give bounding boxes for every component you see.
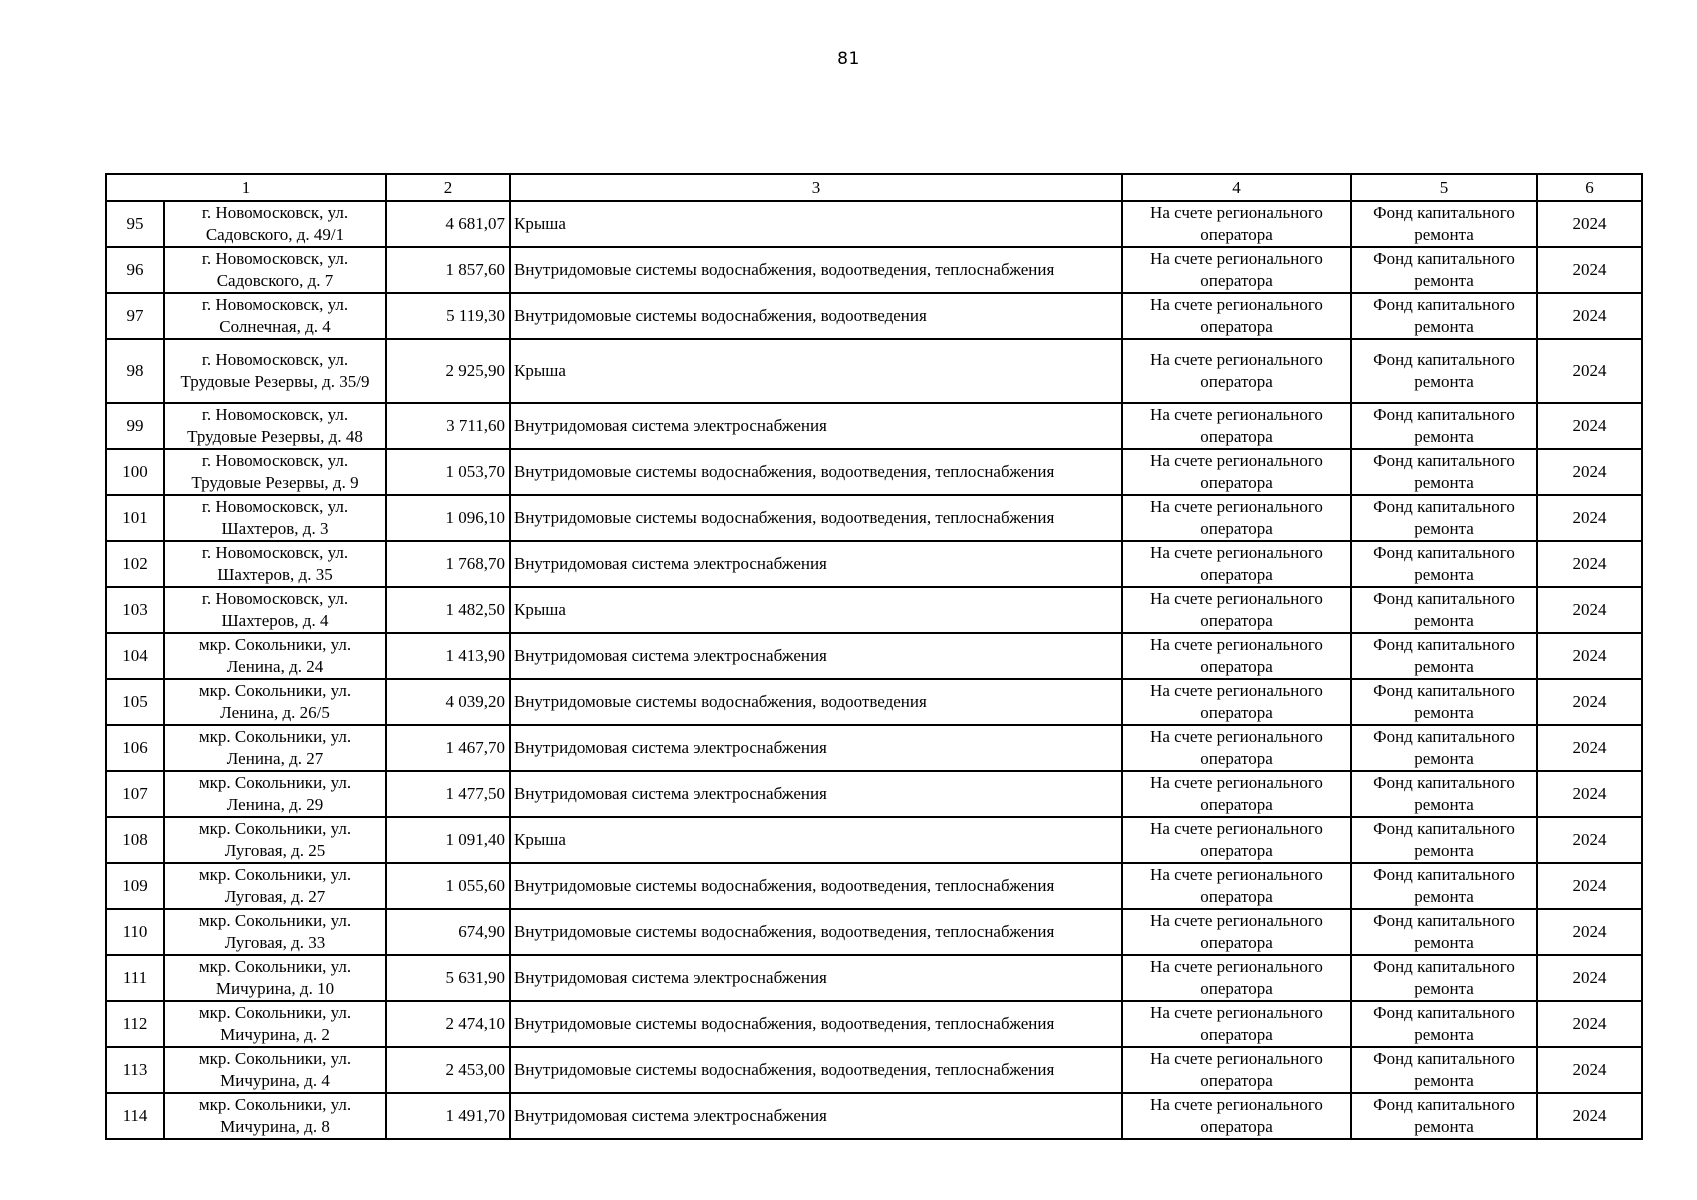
- funding-line-1: Фонд капитального: [1373, 589, 1515, 608]
- row-number: 96: [106, 247, 164, 293]
- area-cell: 2 925,90: [386, 339, 510, 403]
- address-line-2: Ленина, д. 29: [226, 795, 324, 814]
- work-type-cell: Внутридомовая система электроснабжения: [510, 771, 1122, 817]
- funding-source-cell: [1351, 495, 1537, 541]
- funding-line-2: ремонта: [1414, 1117, 1474, 1136]
- account-line-1: На счете регионального: [1150, 350, 1323, 369]
- work-type-cell: Внутридомовые системы водоснабжения, водоотведения, теплоснабжения: [510, 247, 1122, 293]
- funding-line-1: Фонд капитального: [1373, 727, 1515, 746]
- row-number: 110: [106, 909, 164, 955]
- work-type-cell: Внутридомовые системы водоснабжения, водоотведения, теплоснабжения: [510, 449, 1122, 495]
- funding-line-1: Фонд капитального: [1373, 773, 1515, 792]
- funding-source-cell: [1351, 449, 1537, 495]
- account-line-1: На счете регионального: [1150, 865, 1323, 884]
- funding-line-2: ремонта: [1414, 749, 1474, 768]
- funding-source-cell: [1351, 1093, 1537, 1139]
- account-cell: [1122, 541, 1351, 587]
- row-number: 109: [106, 863, 164, 909]
- year-cell: 2024: [1537, 587, 1642, 633]
- year-cell: 2024: [1537, 679, 1642, 725]
- account-cell: [1122, 679, 1351, 725]
- account-line-2: оператора: [1200, 933, 1273, 952]
- row-number: 97: [106, 293, 164, 339]
- account-cell: [1122, 633, 1351, 679]
- funding-line-1: Фонд капитального: [1373, 295, 1515, 314]
- funding-source-cell: [1351, 247, 1537, 293]
- account-line-1: На счете регионального: [1150, 773, 1323, 792]
- funding-source-cell: [1351, 817, 1537, 863]
- account-line-2: оператора: [1200, 372, 1273, 391]
- address-cell: [164, 247, 386, 293]
- funding-line-2: ремонта: [1414, 372, 1474, 391]
- account-line-1: На счете регионального: [1150, 819, 1323, 838]
- account-line-1: На счете регионального: [1150, 727, 1323, 746]
- account-line-1: На счете регионального: [1150, 957, 1323, 976]
- year-cell: 2024: [1537, 339, 1642, 403]
- year-cell: 2024: [1537, 1001, 1642, 1047]
- funding-line-1: Фонд капитального: [1373, 911, 1515, 930]
- funding-source-cell: [1351, 771, 1537, 817]
- table-row: [106, 771, 1642, 817]
- account-cell: [1122, 817, 1351, 863]
- year-cell: 2024: [1537, 863, 1642, 909]
- address-line-1: мкр. Сокольники, ул.: [198, 681, 352, 700]
- area-cell: 1 055,60: [386, 863, 510, 909]
- address-cell: [164, 449, 386, 495]
- funding-source-cell: [1351, 955, 1537, 1001]
- table-row: [106, 1047, 1642, 1093]
- address-cell: [164, 955, 386, 1001]
- address-line-2: Трудовые Резервы, д. 35/9: [180, 372, 370, 391]
- year-cell: 2024: [1537, 909, 1642, 955]
- address-line-2: Ленина, д. 27: [226, 749, 324, 768]
- address-line-1: г. Новомосковск, ул.: [201, 405, 349, 424]
- area-cell: 1 477,50: [386, 771, 510, 817]
- row-number: 101: [106, 495, 164, 541]
- table-row: [106, 909, 1642, 955]
- funding-source-cell: [1351, 725, 1537, 771]
- account-line-2: оператора: [1200, 1071, 1273, 1090]
- account-line-2: оператора: [1200, 565, 1273, 584]
- account-line-1: На счете регионального: [1150, 405, 1323, 424]
- address-cell: [164, 909, 386, 955]
- account-line-2: оператора: [1200, 519, 1273, 538]
- table-header-row: [106, 174, 1642, 201]
- account-line-2: оператора: [1200, 749, 1273, 768]
- area-cell: 1 053,70: [386, 449, 510, 495]
- area-cell: 1 091,40: [386, 817, 510, 863]
- area-cell: 3 711,60: [386, 403, 510, 449]
- header-col-6: 6: [1537, 174, 1642, 201]
- page-number: 81: [837, 49, 860, 69]
- account-cell: [1122, 293, 1351, 339]
- address-line-2: Шахтеров, д. 4: [221, 611, 329, 630]
- year-cell: 2024: [1537, 955, 1642, 1001]
- row-number: 112: [106, 1001, 164, 1047]
- account-line-2: оператора: [1200, 841, 1273, 860]
- account-cell: [1122, 495, 1351, 541]
- table-row: [106, 1001, 1642, 1047]
- funding-line-1: Фонд капитального: [1373, 1049, 1515, 1068]
- work-type-cell: Крыша: [510, 201, 1122, 247]
- year-cell: 2024: [1537, 633, 1642, 679]
- address-line-2: Луговая, д. 25: [224, 841, 326, 860]
- account-cell: [1122, 909, 1351, 955]
- table-row: [106, 633, 1642, 679]
- year-cell: 2024: [1537, 771, 1642, 817]
- work-type-cell: Крыша: [510, 817, 1122, 863]
- table-row: [106, 679, 1642, 725]
- row-number: 105: [106, 679, 164, 725]
- area-cell: 2 474,10: [386, 1001, 510, 1047]
- address-cell: [164, 771, 386, 817]
- account-cell: [1122, 201, 1351, 247]
- account-cell: [1122, 1047, 1351, 1093]
- address-line-2: Трудовые Резервы, д. 9: [191, 473, 359, 492]
- funding-source-cell: [1351, 679, 1537, 725]
- area-cell: 1 467,70: [386, 725, 510, 771]
- work-type-cell: Крыша: [510, 587, 1122, 633]
- account-line-2: оператора: [1200, 795, 1273, 814]
- funding-line-2: ремонта: [1414, 887, 1474, 906]
- work-type-cell: Внутридомовая система электроснабжения: [510, 1093, 1122, 1139]
- account-line-1: На счете регионального: [1150, 543, 1323, 562]
- address-line-1: г. Новомосковск, ул.: [201, 203, 349, 222]
- row-number: 114: [106, 1093, 164, 1139]
- row-number: 100: [106, 449, 164, 495]
- address-line-2: Мичурина, д. 2: [220, 1025, 330, 1044]
- work-type-cell: Внутридомовые системы водоснабжения, водоотведения: [510, 679, 1122, 725]
- area-cell: 4 039,20: [386, 679, 510, 725]
- funding-line-2: ремонта: [1414, 271, 1474, 290]
- address-line-1: мкр. Сокольники, ул.: [198, 865, 352, 884]
- year-cell: 2024: [1537, 293, 1642, 339]
- funding-line-2: ремонта: [1414, 427, 1474, 446]
- account-line-1: На счете регионального: [1150, 1003, 1323, 1022]
- address-cell: [164, 863, 386, 909]
- address-cell: [164, 633, 386, 679]
- year-cell: 2024: [1537, 201, 1642, 247]
- address-line-1: мкр. Сокольники, ул.: [198, 957, 352, 976]
- work-type-cell: Внутридомовая система электроснабжения: [510, 403, 1122, 449]
- work-type-cell: Внутридомовые системы водоснабжения, водоотведения, теплоснабжения: [510, 1047, 1122, 1093]
- work-type-cell: Внутридомовая система электроснабжения: [510, 633, 1122, 679]
- year-cell: 2024: [1537, 817, 1642, 863]
- account-line-1: На счете регионального: [1150, 295, 1323, 314]
- account-line-2: оператора: [1200, 1025, 1273, 1044]
- address-line-2: Луговая, д. 33: [224, 933, 326, 952]
- account-cell: [1122, 403, 1351, 449]
- funding-source-cell: [1351, 1001, 1537, 1047]
- funding-line-2: ремонта: [1414, 703, 1474, 722]
- address-line-1: г. Новомосковск, ул.: [201, 350, 349, 369]
- account-line-2: оператора: [1200, 1117, 1273, 1136]
- funding-line-1: Фонд капитального: [1373, 405, 1515, 424]
- year-cell: 2024: [1537, 403, 1642, 449]
- funding-source-cell: [1351, 633, 1537, 679]
- account-cell: [1122, 587, 1351, 633]
- funding-line-1: Фонд капитального: [1373, 543, 1515, 562]
- account-cell: [1122, 725, 1351, 771]
- table-row: [106, 495, 1642, 541]
- account-cell: [1122, 1001, 1351, 1047]
- area-cell: 1 857,60: [386, 247, 510, 293]
- address-line-2: Солнечная, д. 4: [219, 317, 331, 336]
- funding-line-1: Фонд капитального: [1373, 1003, 1515, 1022]
- address-line-1: г. Новомосковск, ул.: [201, 249, 349, 268]
- funding-line-1: Фонд капитального: [1373, 451, 1515, 470]
- account-cell: [1122, 247, 1351, 293]
- address-line-1: мкр. Сокольники, ул.: [198, 819, 352, 838]
- address-line-2: Мичурина, д. 8: [220, 1117, 330, 1136]
- address-line-2: Мичурина, д. 10: [215, 979, 335, 998]
- table-row: [106, 587, 1642, 633]
- address-cell: [164, 541, 386, 587]
- address-line-1: г. Новомосковск, ул.: [201, 451, 349, 470]
- table-row: [106, 863, 1642, 909]
- address-cell: [164, 679, 386, 725]
- area-cell: 5 119,30: [386, 293, 510, 339]
- account-line-1: На счете регионального: [1150, 635, 1323, 654]
- table-row: [106, 403, 1642, 449]
- area-cell: 1 482,50: [386, 587, 510, 633]
- row-number: 106: [106, 725, 164, 771]
- work-type-cell: Внутридомовая система электроснабжения: [510, 541, 1122, 587]
- address-line-1: мкр. Сокольники, ул.: [198, 1095, 352, 1114]
- account-line-2: оператора: [1200, 473, 1273, 492]
- area-cell: 1 096,10: [386, 495, 510, 541]
- work-type-cell: Внутридомовые системы водоснабжения, водоотведения: [510, 293, 1122, 339]
- address-line-1: мкр. Сокольники, ул.: [198, 1049, 352, 1068]
- account-line-1: На счете регионального: [1150, 911, 1323, 930]
- table-row: [106, 725, 1642, 771]
- funding-line-2: ремонта: [1414, 841, 1474, 860]
- account-cell: [1122, 955, 1351, 1001]
- address-line-2: Шахтеров, д. 3: [221, 519, 329, 538]
- funding-line-1: Фонд капитального: [1373, 1095, 1515, 1114]
- area-cell: 674,90: [386, 909, 510, 955]
- account-cell: [1122, 771, 1351, 817]
- table-row: [106, 449, 1642, 495]
- funding-line-2: ремонта: [1414, 657, 1474, 676]
- address-cell: [164, 1047, 386, 1093]
- account-line-2: оператора: [1200, 225, 1273, 244]
- work-type-cell: Внутридомовые системы водоснабжения, водоотведения, теплоснабжения: [510, 863, 1122, 909]
- table-row: [106, 1093, 1642, 1139]
- address-cell: [164, 403, 386, 449]
- table-row: [106, 247, 1642, 293]
- address-line-2: Трудовые Резервы, д. 48: [187, 427, 363, 446]
- funding-line-2: ремонта: [1414, 225, 1474, 244]
- table-row: [106, 293, 1642, 339]
- funding-source-cell: [1351, 201, 1537, 247]
- work-type-cell: Внутридомовые системы водоснабжения, водоотведения, теплоснабжения: [510, 909, 1122, 955]
- year-cell: 2024: [1537, 1047, 1642, 1093]
- header-col-1: 1: [106, 174, 386, 201]
- account-line-2: оператора: [1200, 887, 1273, 906]
- funding-source-cell: [1351, 1047, 1537, 1093]
- header-col-3: 3: [510, 174, 1122, 201]
- funding-source-cell: [1351, 587, 1537, 633]
- address-line-2: Садовского, д. 7: [216, 271, 334, 290]
- account-line-1: На счете регионального: [1150, 681, 1323, 700]
- account-line-2: оператора: [1200, 427, 1273, 446]
- funding-line-2: ремонта: [1414, 519, 1474, 538]
- row-number: 108: [106, 817, 164, 863]
- header-col-2: 2: [386, 174, 510, 201]
- row-number: 113: [106, 1047, 164, 1093]
- funding-source-cell: [1351, 909, 1537, 955]
- funding-line-2: ремонта: [1414, 565, 1474, 584]
- address-line-2: Ленина, д. 24: [226, 657, 324, 676]
- address-line-2: Луговая, д. 27: [224, 887, 326, 906]
- account-line-1: На счете регионального: [1150, 203, 1323, 222]
- table-row: [106, 955, 1642, 1001]
- address-line-2: Ленина, д. 26/5: [220, 703, 330, 722]
- funding-source-cell: [1351, 403, 1537, 449]
- area-cell: 1 413,90: [386, 633, 510, 679]
- row-number: 103: [106, 587, 164, 633]
- table-row: [106, 201, 1642, 247]
- funding-line-1: Фонд капитального: [1373, 249, 1515, 268]
- area-cell: 1 491,70: [386, 1093, 510, 1139]
- address-line-1: г. Новомосковск, ул.: [201, 589, 349, 608]
- row-number: 95: [106, 201, 164, 247]
- account-line-2: оператора: [1200, 317, 1273, 336]
- address-cell: [164, 495, 386, 541]
- table-row: [106, 339, 1642, 403]
- funding-line-2: ремонта: [1414, 933, 1474, 952]
- address-line-1: г. Новомосковск, ул.: [201, 295, 349, 314]
- table-row: [106, 817, 1642, 863]
- funding-line-2: ремонта: [1414, 1071, 1474, 1090]
- address-line-1: мкр. Сокольники, ул.: [198, 727, 352, 746]
- funding-source-cell: [1351, 339, 1537, 403]
- funding-line-2: ремонта: [1414, 795, 1474, 814]
- funding-line-1: Фонд капитального: [1373, 497, 1515, 516]
- address-cell: [164, 817, 386, 863]
- account-line-1: На счете регионального: [1150, 497, 1323, 516]
- area-cell: 2 453,00: [386, 1047, 510, 1093]
- address-cell: [164, 725, 386, 771]
- funding-source-cell: [1351, 863, 1537, 909]
- address-cell: [164, 201, 386, 247]
- address-line-1: мкр. Сокольники, ул.: [198, 1003, 352, 1022]
- funding-source-cell: [1351, 293, 1537, 339]
- funding-line-1: Фонд капитального: [1373, 350, 1515, 369]
- work-type-cell: Внутридомовая система электроснабжения: [510, 955, 1122, 1001]
- year-cell: 2024: [1537, 449, 1642, 495]
- account-line-2: оператора: [1200, 657, 1273, 676]
- funding-line-1: Фонд капитального: [1373, 819, 1515, 838]
- funding-line-1: Фонд капитального: [1373, 957, 1515, 976]
- funding-line-1: Фонд капитального: [1373, 635, 1515, 654]
- account-line-1: На счете регионального: [1150, 451, 1323, 470]
- address-line-1: г. Новомосковск, ул.: [201, 543, 349, 562]
- funding-source-cell: [1351, 541, 1537, 587]
- address-cell: [164, 587, 386, 633]
- address-cell: [164, 339, 386, 403]
- account-cell: [1122, 863, 1351, 909]
- capital-repair-table: [105, 173, 1643, 1140]
- account-line-1: На счете регионального: [1150, 1049, 1323, 1068]
- funding-line-2: ремонта: [1414, 473, 1474, 492]
- funding-line-2: ремонта: [1414, 611, 1474, 630]
- address-cell: [164, 1001, 386, 1047]
- funding-line-2: ремонта: [1414, 1025, 1474, 1044]
- work-type-cell: Внутридомовые системы водоснабжения, водоотведения, теплоснабжения: [510, 1001, 1122, 1047]
- row-number: 111: [106, 955, 164, 1001]
- address-cell: [164, 293, 386, 339]
- year-cell: 2024: [1537, 247, 1642, 293]
- funding-line-1: Фонд капитального: [1373, 865, 1515, 884]
- row-number: 107: [106, 771, 164, 817]
- address-line-2: Шахтеров, д. 35: [217, 565, 333, 584]
- funding-line-1: Фонд капитального: [1373, 203, 1515, 222]
- year-cell: 2024: [1537, 495, 1642, 541]
- row-number: 102: [106, 541, 164, 587]
- year-cell: 2024: [1537, 1093, 1642, 1139]
- address-line-1: мкр. Сокольники, ул.: [198, 635, 352, 654]
- account-cell: [1122, 1093, 1351, 1139]
- address-line-2: Мичурина, д. 4: [220, 1071, 330, 1090]
- header-col-4: 4: [1122, 174, 1351, 201]
- area-cell: 4 681,07: [386, 201, 510, 247]
- row-number: 98: [106, 339, 164, 403]
- header-col-5: 5: [1351, 174, 1537, 201]
- account-line-1: На счете регионального: [1150, 589, 1323, 608]
- table-row: [106, 541, 1642, 587]
- account-line-2: оператора: [1200, 611, 1273, 630]
- area-cell: 5 631,90: [386, 955, 510, 1001]
- account-line-2: оператора: [1200, 979, 1273, 998]
- work-type-cell: Крыша: [510, 339, 1122, 403]
- row-number: 104: [106, 633, 164, 679]
- account-line-2: оператора: [1200, 703, 1273, 722]
- address-line-1: мкр. Сокольники, ул.: [198, 773, 352, 792]
- funding-line-2: ремонта: [1414, 317, 1474, 336]
- account-line-1: На счете регионального: [1150, 1095, 1323, 1114]
- work-type-cell: Внутридомовые системы водоснабжения, водоотведения, теплоснабжения: [510, 495, 1122, 541]
- account-line-2: оператора: [1200, 271, 1273, 290]
- address-cell: [164, 1093, 386, 1139]
- address-line-1: г. Новомосковск, ул.: [201, 497, 349, 516]
- address-line-2: Садовского, д. 49/1: [205, 225, 345, 244]
- address-line-1: мкр. Сокольники, ул.: [198, 911, 352, 930]
- work-type-cell: Внутридомовая система электроснабжения: [510, 725, 1122, 771]
- account-cell: [1122, 449, 1351, 495]
- account-line-1: На счете регионального: [1150, 249, 1323, 268]
- area-cell: 1 768,70: [386, 541, 510, 587]
- account-cell: [1122, 339, 1351, 403]
- funding-line-1: Фонд капитального: [1373, 681, 1515, 700]
- year-cell: 2024: [1537, 725, 1642, 771]
- funding-line-2: ремонта: [1414, 979, 1474, 998]
- row-number: 99: [106, 403, 164, 449]
- year-cell: 2024: [1537, 541, 1642, 587]
